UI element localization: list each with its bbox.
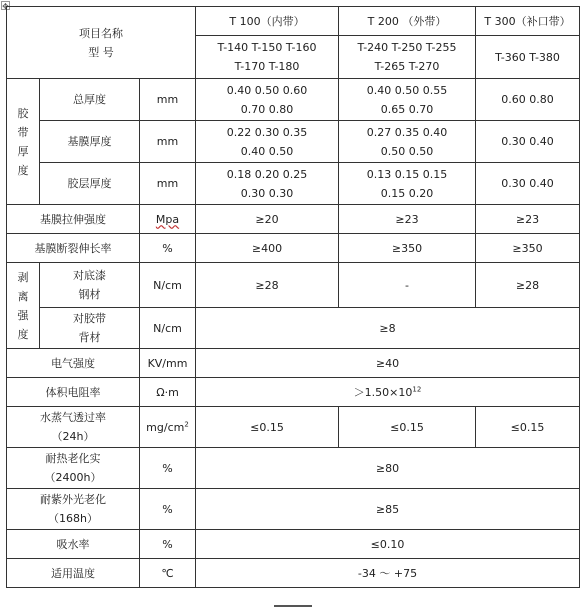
value-cell bbox=[196, 378, 580, 407]
name-line: 水蒸气透过率 bbox=[40, 411, 106, 424]
row-unit bbox=[140, 407, 196, 448]
group-char: 胶 bbox=[17, 106, 29, 120]
row-unit: % bbox=[140, 234, 196, 263]
row-unit: N/cm bbox=[140, 263, 196, 308]
value-cell: ≥20 bbox=[196, 205, 339, 234]
value-cell: ≤0.10 bbox=[196, 530, 580, 559]
group-char: 离 bbox=[17, 289, 29, 303]
col-t300-title: T 300（补口带） bbox=[476, 7, 580, 36]
value-line: 0.13 0.15 0.15 bbox=[366, 167, 448, 181]
group-char: 带 bbox=[17, 125, 29, 139]
value-cell: ≤0.15 bbox=[339, 407, 476, 448]
unit-exponent: 2 bbox=[184, 419, 189, 428]
value-line: 0.40 0.50 bbox=[240, 144, 294, 158]
value-line: 0.15 0.20 bbox=[380, 186, 434, 200]
value-cell bbox=[339, 121, 476, 163]
row-name bbox=[7, 448, 140, 489]
value-cell: 0.30 0.40 bbox=[476, 163, 580, 205]
value-cell: 0.60 0.80 bbox=[476, 79, 580, 121]
col-t100-title: T 100（内带） bbox=[196, 7, 339, 36]
row-name bbox=[7, 489, 140, 530]
value-cell: -34 ～ +75 bbox=[196, 559, 580, 588]
unit-text: mg/cm bbox=[146, 420, 185, 434]
row-unit: Ω·m bbox=[140, 378, 196, 407]
row-unit: % bbox=[140, 448, 196, 489]
row-unit: N/cm bbox=[140, 308, 196, 349]
model-line: T-240 T-250 T-255 bbox=[357, 41, 457, 54]
value-line: 0.22 0.30 0.35 bbox=[226, 125, 308, 139]
col-t300-models: T-360 T-380 bbox=[476, 36, 580, 79]
row-name bbox=[7, 407, 140, 448]
value-cell: ≤0.15 bbox=[476, 407, 580, 448]
name-line: 对胶带 bbox=[73, 312, 106, 325]
model-line: T-265 T-270 bbox=[374, 60, 440, 73]
value-line: 0.30 0.30 bbox=[240, 186, 294, 200]
name-line: 钢材 bbox=[78, 288, 101, 301]
unit-text: Mpa bbox=[155, 212, 180, 226]
value-exponent: 12 bbox=[412, 384, 422, 393]
col-t200-title: T 200 （外带） bbox=[339, 7, 476, 36]
header-label-cell bbox=[7, 7, 196, 79]
value-line: 0.40 0.50 0.55 bbox=[366, 83, 448, 97]
name-line: 耐热老化实 bbox=[45, 452, 101, 465]
name-line: 背材 bbox=[78, 331, 101, 344]
value-cell: ≥400 bbox=[196, 234, 339, 263]
row-name: 胶层厚度 bbox=[40, 163, 140, 205]
value-cell bbox=[196, 79, 339, 121]
row-unit: mm bbox=[140, 79, 196, 121]
row-unit: mm bbox=[140, 121, 196, 163]
value-text: ＞1.50×10 bbox=[353, 385, 413, 399]
value-line: 0.50 0.50 bbox=[380, 144, 434, 158]
row-unit: % bbox=[140, 489, 196, 530]
value-cell: ≤0.15 bbox=[196, 407, 339, 448]
value-cell: ≥23 bbox=[476, 205, 580, 234]
value-cell bbox=[339, 79, 476, 121]
value-line: 0.27 0.35 0.40 bbox=[366, 125, 448, 139]
item-name-label: 项目名称 bbox=[79, 26, 123, 40]
row-unit bbox=[140, 205, 196, 234]
group-char: 剥 bbox=[17, 270, 29, 284]
value-cell: ≥350 bbox=[476, 234, 580, 263]
name-line: （2400h） bbox=[44, 471, 102, 484]
tape-thickness-group bbox=[7, 79, 40, 205]
peel-strength-group bbox=[7, 263, 40, 349]
row-unit: mm bbox=[140, 163, 196, 205]
row-name: 基膜拉伸强度 bbox=[7, 205, 140, 234]
value-cell: - bbox=[339, 263, 476, 308]
table-move-handle[interactable]: ✥ bbox=[2, 2, 9, 11]
value-cell: 0.30 0.40 bbox=[476, 121, 580, 163]
value-cell: ≥350 bbox=[339, 234, 476, 263]
spec-table bbox=[6, 6, 580, 588]
row-name: 基膜厚度 bbox=[40, 121, 140, 163]
name-line: （24h） bbox=[51, 430, 95, 443]
col-t200-models bbox=[339, 36, 476, 79]
row-name: 总厚度 bbox=[40, 79, 140, 121]
value-cell bbox=[196, 163, 339, 205]
row-name bbox=[40, 308, 140, 349]
value-line: 0.65 0.70 bbox=[380, 102, 434, 116]
value-line: 0.40 0.50 0.60 bbox=[226, 83, 308, 97]
group-char: 强 bbox=[17, 308, 29, 322]
page-boundary-marker bbox=[274, 605, 312, 607]
model-label: 型 号 bbox=[88, 45, 114, 59]
value-cell: ≥80 bbox=[196, 448, 580, 489]
row-name: 吸水率 bbox=[7, 530, 140, 559]
value-cell: ≥23 bbox=[339, 205, 476, 234]
col-t100-models bbox=[196, 36, 339, 79]
row-unit: % bbox=[140, 530, 196, 559]
group-char: 度 bbox=[17, 163, 29, 177]
row-unit: KV/mm bbox=[140, 349, 196, 378]
value-cell: ≥85 bbox=[196, 489, 580, 530]
row-name: 适用温度 bbox=[7, 559, 140, 588]
value-cell bbox=[339, 163, 476, 205]
value-line: 0.70 0.80 bbox=[240, 102, 294, 116]
value-cell: ≥8 bbox=[196, 308, 580, 349]
name-line: 耐紫外光老化 bbox=[40, 493, 106, 506]
name-line: （168h） bbox=[48, 512, 98, 525]
row-name bbox=[40, 263, 140, 308]
value-cell: ≥28 bbox=[196, 263, 339, 308]
model-line: T-140 T-150 T-160 bbox=[217, 41, 317, 54]
row-name: 体积电阻率 bbox=[7, 378, 140, 407]
row-unit: ℃ bbox=[140, 559, 196, 588]
value-cell: ≥28 bbox=[476, 263, 580, 308]
group-char: 度 bbox=[17, 327, 29, 341]
row-name: 电气强度 bbox=[7, 349, 140, 378]
value-cell bbox=[196, 121, 339, 163]
value-line: 0.18 0.20 0.25 bbox=[226, 167, 308, 181]
value-cell: ≥40 bbox=[196, 349, 580, 378]
name-line: 对底漆 bbox=[73, 269, 106, 282]
row-name: 基膜断裂伸长率 bbox=[7, 234, 140, 263]
model-line: T-170 T-180 bbox=[234, 60, 300, 73]
group-char: 厚 bbox=[17, 144, 29, 158]
